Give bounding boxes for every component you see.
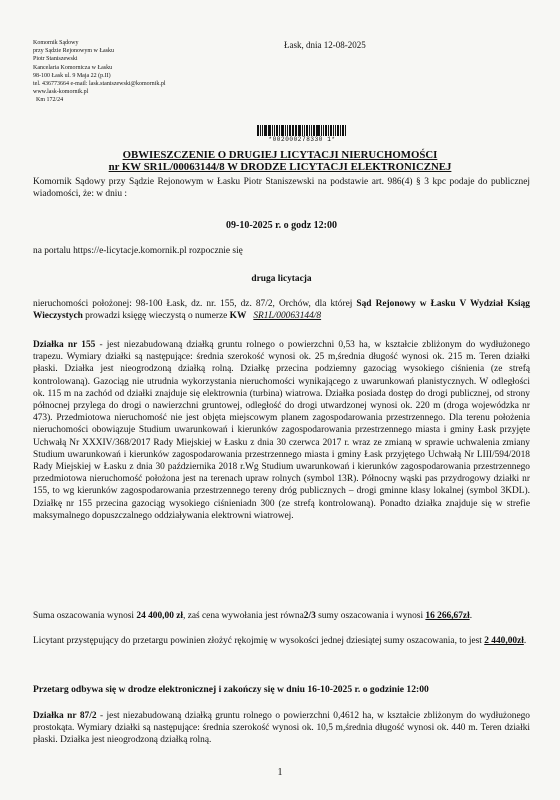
valuation-fraction: 2/3 <box>303 611 316 621</box>
barcode-bar <box>289 125 291 136</box>
barcode <box>257 125 347 143</box>
parcel-155-text: - jest niezabudowaną działką gruntu rolnego o powierzchni 0,53 ha, w kształcie zbliżonym do wydłużonego trapezu. Wymiary działki są następujące: średnia szerokość wynosi ok. 25 m,średnia długość wynosi ok. 215 m. Teren działki płaski. Działka jest nieogrodzoną działką rolną. Działkę przecina podziemny gazociąg wysokiego ciśnienia (ze strefą kontrolowaną). Gazociąg nie utrudnia wykorzystania nieruchomości wynikającego z uwarunkowań planistycznych. W odległości ok. 115 m na zachód od działki znajduje się elektrownia (turbina) wiatrowa. Działka posiada dostęp do drogi publicznej, od strony północnej przylega do drogi o nawierzchni gruntowej, odległość do drogi utwardzonej wynosi ok. 220 m (droga wojewódzka nr 473). Przedmiotowa nieruchomość nie jest objęta miejscowym planem zagospodarowania przestrzennego. Dla terenu położenia nieruchomości obowiązuje Studium uwarunkowań i kierunków zagospodarowania przestrzennego miasta i gminy Łask przyjęte Uchwałą Nr XXXIV/368/2017 Rady Miejskiej w Łasku z dnia 30 czerwca 2017 r. wraz ze zmianą w sprawie uchwalenia zmiany Studium uwarunkowań i kierunków zagospodarowania przestrzennego miasta i gminy Łask przyjętego Uchwałą Nr LIII/594/2018 Rady Miejskiej w Łasku z dnia 30 października 2018 r.Wg Studium uwarunkowań i kierunków zagospodarowania przestrzennego przedmiotowa nieruchomość położona jest na terenach upraw rolnych (symbol 13R). Północny wąski pas przydrogowy działki nr 155, to wg kierunków zagospodarowania przestrzennego tereny dróg publicznych – drogi gminne klasy lokalnej (symbol 3KDL). Działkę nr 155 przecina gazociąg wysokiego ciśnieniadn 300 (ze strefą kontrolowaną). Ponadto działka znajduje się w strefie maksymalnego dopuszczalnego oddziaływania elektrowni wiatrowej. <box>33 340 530 521</box>
property-text-b: prowadzi księgę wieczystą o numerze <box>82 311 230 322</box>
letterhead-line: tel. 436773664 e-mail: lask.staniszewski@komornik.pl <box>33 81 166 88</box>
barcode-bar <box>304 125 305 136</box>
barcode-bar <box>260 125 261 136</box>
starting-price: 16 266,67zł <box>425 611 470 621</box>
barcode-bar <box>328 125 329 136</box>
barcode-bar <box>274 125 275 136</box>
barcode-bar <box>316 125 317 136</box>
barcode-bar <box>342 125 344 136</box>
parcel-87-2-description <box>33 710 530 747</box>
valuation-text-d: . <box>469 611 473 621</box>
barcode-bar <box>293 125 294 136</box>
valuation-sum: 24 400,00 zł <box>136 611 183 621</box>
barcode-bar <box>295 125 297 136</box>
auction-end-notice: Przetarg odbywa się w drodze elektronicznej i zakończy się w dniu 16-10-2025 r. o godzinie 12:00 <box>33 684 429 695</box>
auction-type: druga licytacja <box>251 274 312 284</box>
barcode-bar <box>264 125 267 136</box>
barcode-bar <box>269 125 271 136</box>
barcode-bar <box>345 125 346 136</box>
court-name: Sąd Rejonowy w Łasku V Wydział Ksiąg Wieczystych <box>33 299 530 322</box>
valuation-paragraph <box>33 610 530 622</box>
property-paragraph <box>33 298 530 322</box>
barcode-bar <box>281 125 284 136</box>
barcode-bar <box>330 125 332 136</box>
document-title: OBWIESZCZENIE O DRUGIEJ LICYTACJI NIERUCHOMOŚCI <box>122 149 438 161</box>
barcode-bar <box>276 125 278 136</box>
barcode-number: *002000278330 1* <box>268 136 336 143</box>
barcode-bar <box>335 125 336 136</box>
barcode-bar <box>285 125 286 136</box>
letterhead-line: Kancelaria Komornicza w Łasku <box>33 64 113 71</box>
portal-line: na portalu https://e-licytacje.komornik.pl rozpocznie się <box>33 246 243 256</box>
letterhead-line: www.lask-komornik.pl <box>33 89 89 96</box>
barcode-bar <box>262 125 263 136</box>
letterhead-line: 98-100 Łask ul. 9 Maja 22 (p.II) <box>33 72 111 79</box>
barcode-bar <box>313 125 315 136</box>
kw-number: SR1L/00063144/8 <box>253 311 322 322</box>
barcode-bar <box>292 125 293 136</box>
deposit-amount: 2 440,00zł <box>484 636 524 646</box>
letterhead-line: przy Sądzie Rejonowym w Łasku <box>33 48 114 55</box>
barcode-bar <box>287 125 288 136</box>
barcode-bar <box>325 125 327 136</box>
parcel-87-2-label: Działka nr 87/2 <box>33 711 97 721</box>
barcode-bar <box>337 125 340 136</box>
valuation-text-b: , zaś cena wywołania jest równa <box>183 611 304 621</box>
deposit-paragraph <box>33 635 530 647</box>
barcode-bar <box>333 125 334 136</box>
bailiff-letterhead <box>33 39 166 105</box>
valuation-text-c: sumy oszacowania i wynosi <box>315 611 426 621</box>
barcode-bar <box>302 125 303 136</box>
barcode-bar <box>323 125 324 136</box>
letterhead-line: Km 172/24 <box>36 97 64 104</box>
barcode-bar <box>340 125 341 136</box>
barcode-bar <box>309 125 310 136</box>
parcel-155-description <box>33 339 530 522</box>
valuation-text-a: Suma oszacowania wynosi <box>33 611 137 621</box>
kw-label: KW <box>229 311 247 322</box>
property-text-a: nieruchomości położonej: 98-100 Łask, dz. nr. 155, dz. 87/2, Orchów, dla której <box>33 299 357 309</box>
intro-paragraph: Komornik Sądowy przy Sądzie Rejonowym w Łasku Piotr Staniszewski na podstawie art. 986(4) § 3 kpc podaje do publicznej wiadomości, że: w dniu : <box>33 177 530 200</box>
barcode-bar <box>321 125 322 136</box>
deposit-text-a: Licytant przystępujący do przetargu powinien złożyć rękojmię w wysokości jednej dziesiątej sumy oszacowania, to jest <box>33 636 485 646</box>
barcode-bar <box>311 125 312 136</box>
parcel-87-2-text: - jest niezabudowaną działką gruntu rolnego o powierzchni 0,4612 ha, w kształcie zbliżonym do wydłużonego prostokąta. Wymiary działki są następujące: średnia szerokość wynosi ok. 10,5 m,średnia długość wynosi ok. 440 m. Teren działki płaski. Działka jest nieogrodzoną działką rolną. <box>33 711 530 746</box>
barcode-bar <box>306 125 308 136</box>
barcode-bar <box>298 125 301 136</box>
barcode-bar <box>317 125 320 136</box>
letterhead-line: Piotr Staniszewski <box>33 56 78 63</box>
barcode-bar <box>257 125 259 136</box>
barcode-bars <box>257 125 347 136</box>
barcode-bar <box>279 125 280 136</box>
barcode-bar <box>268 125 269 136</box>
auction-start-datetime: 09-10-2025 r. o godz 12:00 <box>225 220 337 231</box>
document-subtitle: nr KW SR1L/00063144/8 W DRODZE LICYTACJI ELEKTRONICZNEJ <box>108 161 452 173</box>
parcel-155-label: Działka nr 155 <box>33 340 96 350</box>
place-date: Łask, dnia 12-08-2025 <box>284 40 366 50</box>
page-number: 1 <box>277 767 283 778</box>
letterhead-line: Komornik Sądowy <box>33 40 79 46</box>
deposit-text-b: . <box>523 636 527 646</box>
barcode-bar <box>272 125 273 136</box>
